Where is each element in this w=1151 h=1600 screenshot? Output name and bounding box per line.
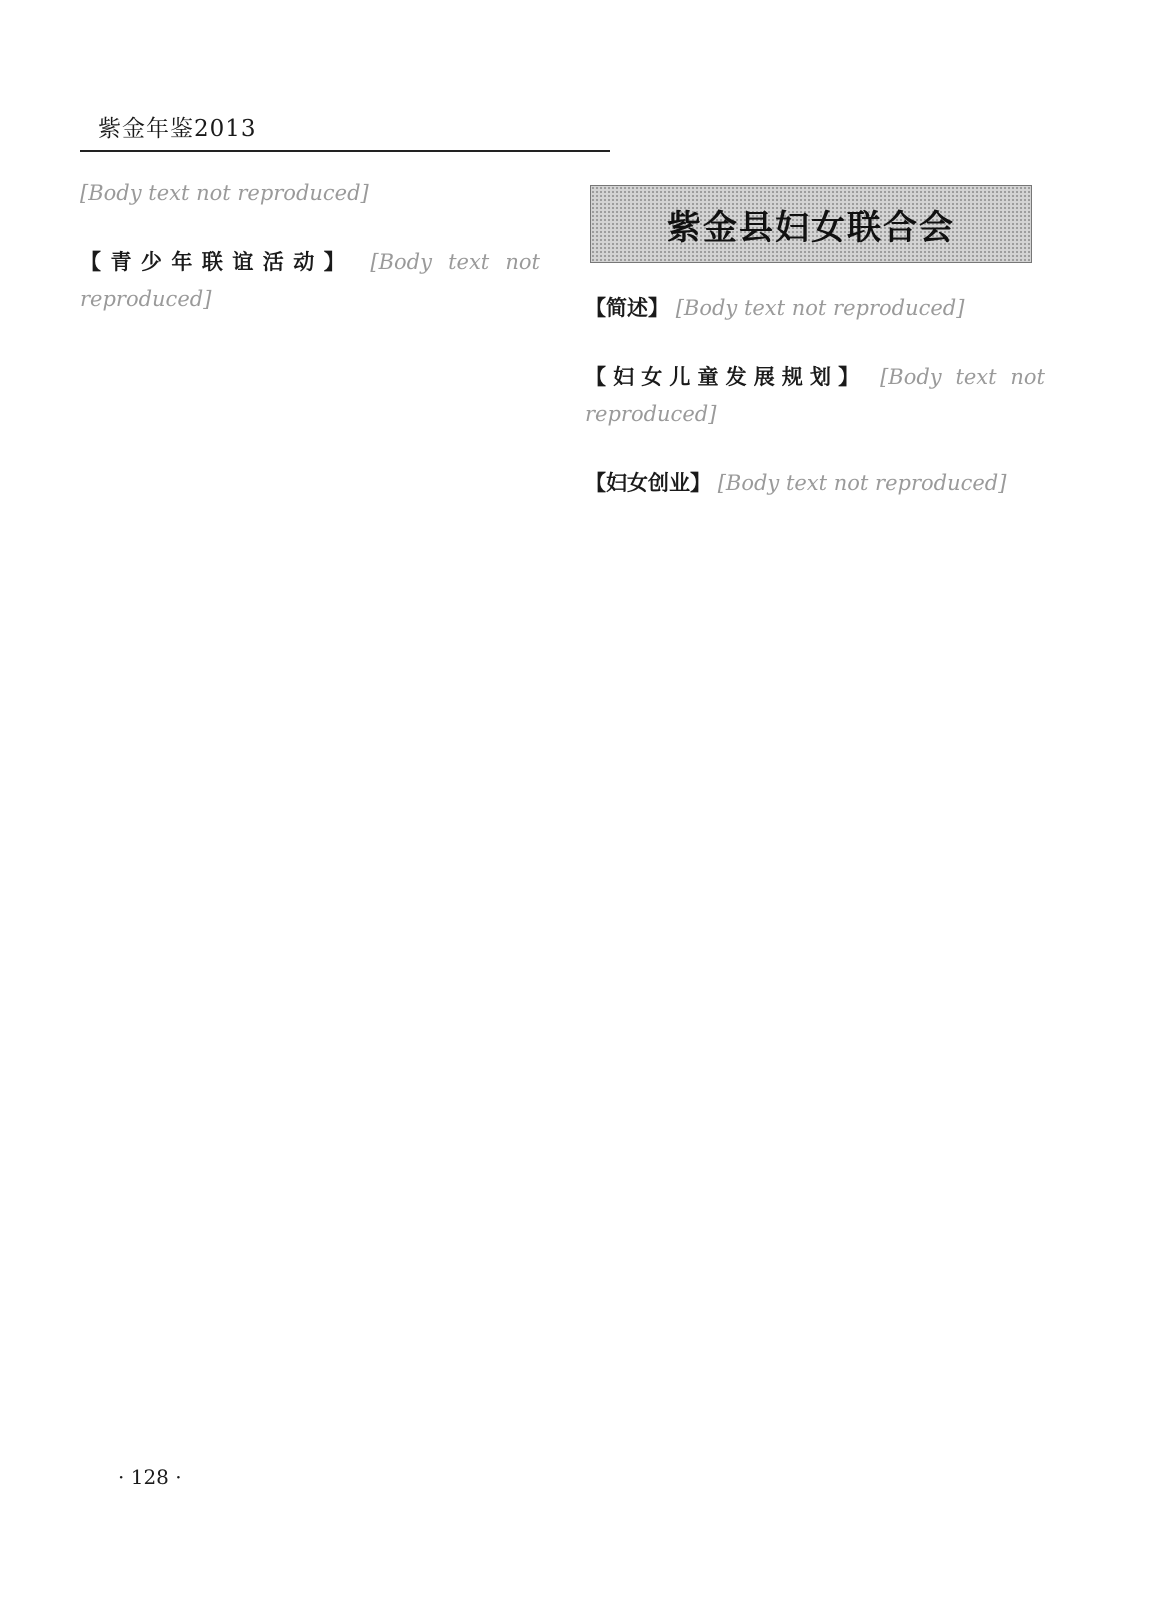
section-heading: 【青少年联谊活动】 xyxy=(80,250,355,274)
page-number: · 128 · xyxy=(118,1465,182,1489)
section-body: [Body text not reproduced] xyxy=(80,250,540,311)
section-heading: 【妇女创业】 xyxy=(585,471,711,495)
paragraph xyxy=(80,175,540,212)
section-heading: 【简述】 xyxy=(585,296,669,320)
section-banner xyxy=(590,185,1032,263)
running-header: 紫金年鉴2013 xyxy=(98,116,257,142)
section-heading: 【妇女儿童发展规划】 xyxy=(585,365,867,389)
paragraph xyxy=(585,290,1045,327)
right-column xyxy=(585,290,1045,534)
section-body: [Body text not reproduced] xyxy=(675,296,965,320)
left-column xyxy=(80,175,540,350)
header-rule xyxy=(80,150,610,152)
paragraph xyxy=(585,359,1045,433)
section-body: [Body text not reproduced] xyxy=(585,365,1045,426)
section-body: [Body text not reproduced] xyxy=(717,471,1007,495)
paragraph xyxy=(585,465,1045,502)
section-banner-title: 紫金县妇女联合会 xyxy=(667,207,955,248)
section-body: [Body text not reproduced] xyxy=(80,181,369,205)
paragraph xyxy=(80,244,540,318)
